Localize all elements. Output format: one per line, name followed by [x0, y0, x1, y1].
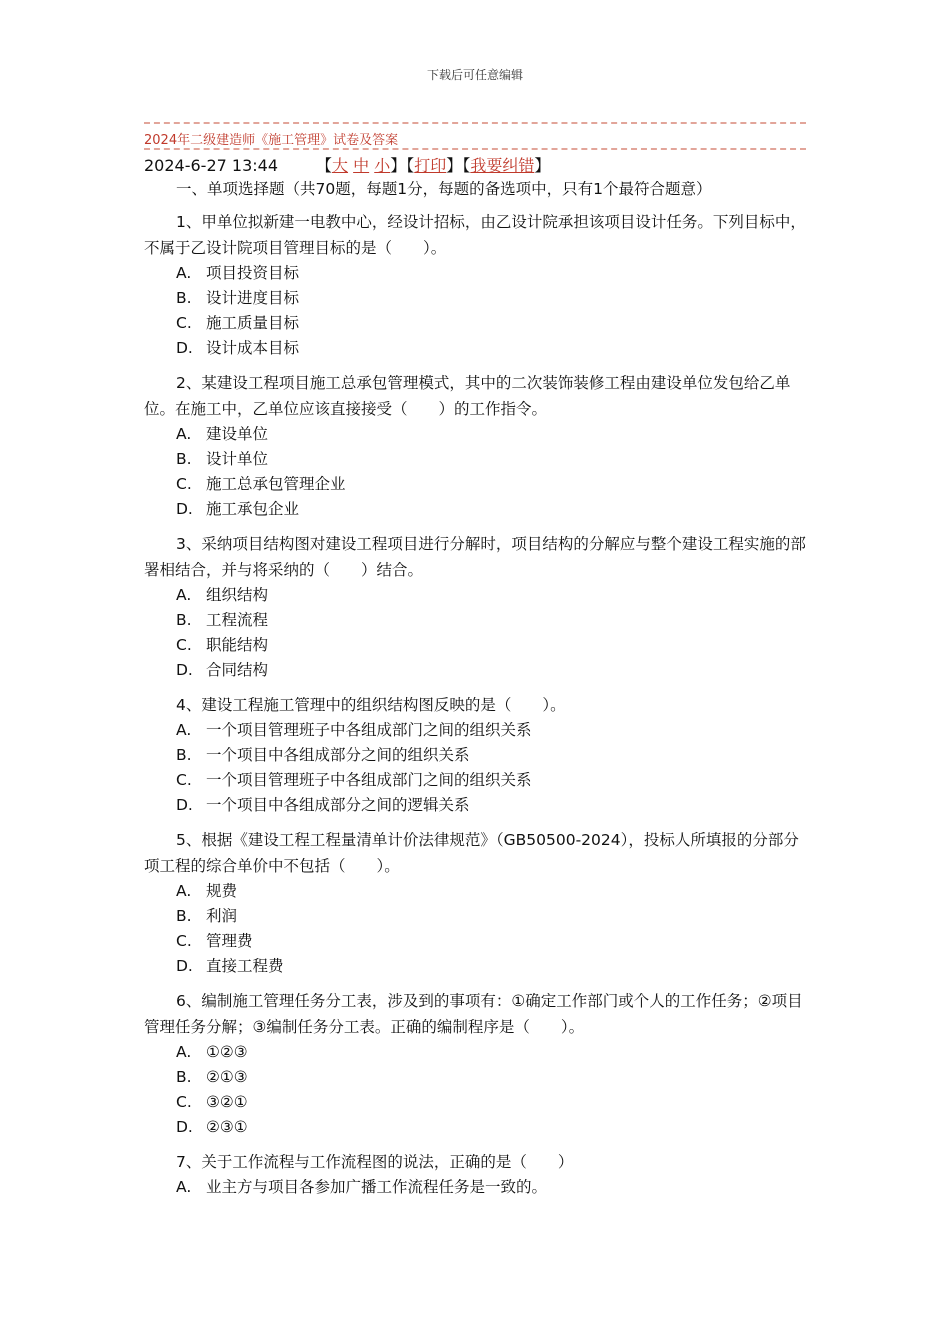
document-title: 2024年二级建造师《施工管理》试卷及答案: [144, 133, 399, 148]
question-item: [144, 692, 809, 818]
answer-option: [144, 422, 809, 447]
answer-option: [144, 336, 809, 361]
option-text: 一个项目中各组成部分之间的逻辑关系: [206, 796, 470, 814]
answer-option: [144, 768, 809, 793]
option-text: 项目投资目标: [206, 264, 300, 282]
option-text: 设计成本目标: [206, 339, 300, 357]
option-text: 工程流程: [206, 611, 269, 629]
answer-option: [144, 608, 809, 633]
option-letter: B.: [176, 611, 192, 629]
question-item: [144, 1149, 809, 1200]
report-error-link[interactable]: 我要纠错: [470, 156, 535, 175]
option-text: ②③①: [206, 1118, 248, 1136]
bracket: 】: [446, 156, 463, 175]
option-text: 施工承包企业: [206, 500, 300, 518]
option-text: 设计单位: [206, 450, 269, 468]
option-letter: C.: [176, 636, 192, 654]
font-size-medium-link[interactable]: 中: [353, 156, 370, 175]
answer-option: [144, 1065, 809, 1090]
answer-option: [144, 286, 809, 311]
option-text: 组织结构: [206, 586, 269, 604]
option-letter: B.: [176, 289, 192, 307]
answer-option: [144, 929, 809, 954]
option-text: 规费: [206, 882, 238, 900]
question-stem: 7、关于工作流程与工作流程图的说法，正确的是（ ）: [176, 1153, 574, 1171]
print-link[interactable]: 打印: [414, 156, 447, 175]
option-letter: C.: [176, 314, 192, 332]
option-letter: D.: [176, 500, 193, 518]
option-letter: B.: [176, 1068, 192, 1086]
option-text: 一个项目中各组成部分之间的组织关系: [206, 746, 470, 764]
question-stem: 5、根据《建设工程工程量清单计价法律规范》（GB50500-2024），投标人所填报的分部分项工程的综合单价中不包括（ ）。: [144, 831, 799, 875]
option-letter: B.: [176, 907, 192, 925]
option-letter: C.: [176, 932, 192, 950]
option-letter: A.: [176, 425, 192, 443]
option-text: 合同结构: [206, 661, 269, 679]
question-item: [144, 209, 809, 361]
answer-option: [144, 658, 809, 683]
option-text: 业主方与项目各参加广播工作流程任务是一致的。: [206, 1178, 548, 1196]
question-item: [144, 988, 809, 1140]
option-text: 利润: [206, 907, 238, 925]
answer-option: [144, 954, 809, 979]
option-text: 施工总承包管理企业: [206, 475, 346, 493]
answer-option: [144, 472, 809, 497]
font-size-large-link[interactable]: 大: [332, 156, 349, 175]
question-stem: 6、编制施工管理任务分工表，涉及到的事项有：①确定工作部门或个人的工作任务；②项目管理任务分解；③编制任务分工表。正确的编制程序是（ ）。: [144, 992, 803, 1036]
option-text: ①②③: [206, 1043, 248, 1061]
dashed-divider-top: [144, 122, 806, 124]
option-letter: C.: [176, 475, 192, 493]
answer-option: [144, 497, 809, 522]
answer-option: [144, 1040, 809, 1065]
option-text: ②①③: [206, 1068, 248, 1086]
question-stem: 3、采纳项目结构图对建设工程项目进行分解时，项目结构的分解应与整个建设工程实施的部署相结合，并与将采纳的（ ）结合。: [144, 535, 806, 579]
option-text: 建设单位: [206, 425, 269, 443]
option-letter: B.: [176, 450, 192, 468]
option-text: 施工质量目标: [206, 314, 300, 332]
option-letter: A.: [176, 721, 192, 739]
question-item: [144, 370, 809, 522]
answer-option: [144, 1175, 809, 1200]
answer-option: [144, 311, 809, 336]
bracket: 】: [534, 156, 551, 175]
answer-option: [144, 793, 809, 818]
page-header-note: 下载后可任意编辑: [426, 68, 523, 82]
exam-content: [144, 178, 809, 1200]
option-text: 职能结构: [206, 636, 269, 654]
option-letter: D.: [176, 1118, 193, 1136]
meta-bar: [144, 153, 550, 176]
question-stem: 1、甲单位拟新建一电教中心，经设计招标，由乙设计院承担该项目设计任务。下列目标中，不属于乙设计院项目管理目标的是（ ）。: [144, 213, 806, 257]
option-letter: C.: [176, 1093, 192, 1111]
option-letter: D.: [176, 796, 193, 814]
question-item: [144, 531, 809, 683]
option-letter: C.: [176, 771, 192, 789]
question-list: [144, 209, 809, 1200]
answer-option: [144, 633, 809, 658]
option-letter: A.: [176, 882, 192, 900]
option-letter: A.: [176, 586, 192, 604]
answer-option: [144, 1090, 809, 1115]
option-text: 一个项目管理班子中各组成部门之间的组织关系: [206, 721, 532, 739]
answer-option: [144, 879, 809, 904]
section-heading: 一、单项选择题（共70题，每题1分，每题的备选项中，只有1个最符合题意）: [176, 180, 712, 198]
font-size-small-link[interactable]: 小: [374, 156, 391, 175]
question-stem: 4、建设工程施工管理中的组织结构图反映的是（ ）。: [176, 696, 566, 714]
option-letter: D.: [176, 957, 193, 975]
option-letter: D.: [176, 661, 193, 679]
answer-option: [144, 447, 809, 472]
option-text: 直接工程费: [206, 957, 284, 975]
question-stem: 2、某建设工程项目施工总承包管理模式，其中的二次装饰装修工程由建设单位发包给乙单位。在施工中，乙单位应该直接接受（ ）的工作指令。: [144, 374, 791, 418]
dashed-divider-bottom: [144, 148, 806, 150]
question-item: [144, 827, 809, 979]
bracket: 】: [390, 156, 407, 175]
option-letter: D.: [176, 339, 193, 357]
answer-option: [144, 718, 809, 743]
answer-option: [144, 1115, 809, 1140]
option-text: 一个项目管理班子中各组成部门之间的组织关系: [206, 771, 532, 789]
option-letter: A.: [176, 1178, 192, 1196]
option-letter: B.: [176, 746, 192, 764]
answer-option: [144, 583, 809, 608]
bracket: 【: [316, 156, 333, 175]
bracket: 【: [462, 156, 471, 175]
publish-date: 2024-6-27 13:44: [144, 156, 278, 175]
option-letter: A.: [176, 1043, 192, 1061]
option-text: ③②①: [206, 1093, 248, 1111]
option-letter: A.: [176, 264, 192, 282]
answer-option: [144, 261, 809, 286]
answer-option: [144, 904, 809, 929]
option-text: 设计进度目标: [206, 289, 300, 307]
bracket: 【: [406, 156, 415, 175]
option-text: 管理费: [206, 932, 253, 950]
answer-option: [144, 743, 809, 768]
